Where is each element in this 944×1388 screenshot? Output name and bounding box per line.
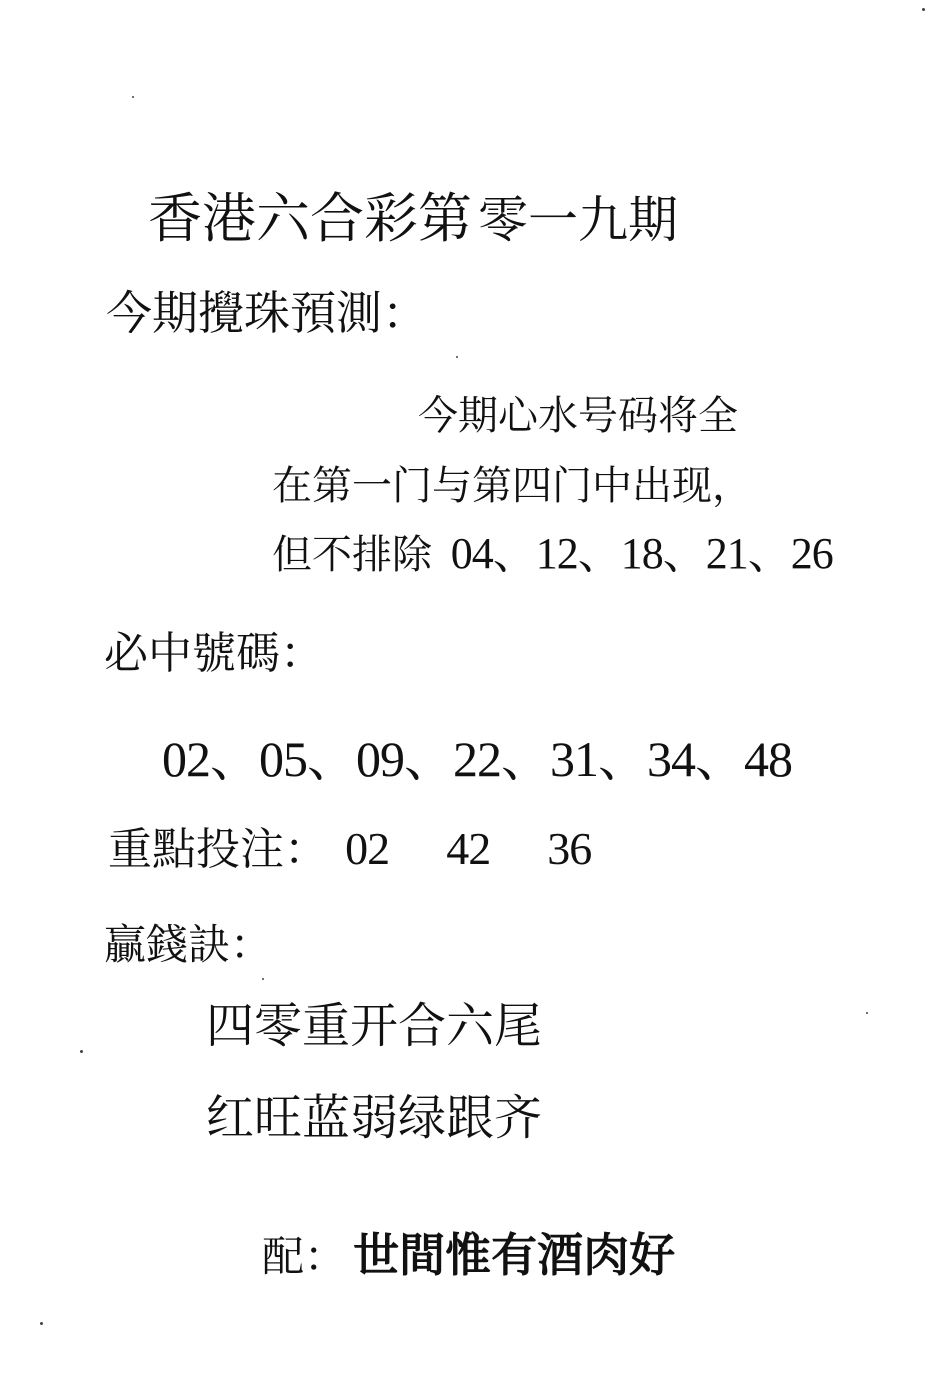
pairing-label: 配： xyxy=(262,1232,347,1281)
key-bet-row xyxy=(108,823,592,875)
title-text: 香港六合彩第 xyxy=(148,187,472,250)
must-hit-numbers: 02、05、09、22、31、34、48 xyxy=(162,731,792,787)
title-period: 零一九期 xyxy=(478,191,678,249)
scan-speck xyxy=(132,96,134,98)
winning-tip-line-1: 四零重开合六尾 xyxy=(206,998,543,1054)
must-hit-heading: 必中號碼： xyxy=(104,628,324,679)
scan-speck xyxy=(922,8,925,11)
forecast-line-2: 在第一门与第四门中出现， xyxy=(272,463,752,509)
winning-tip-heading: 贏錢訣： xyxy=(104,920,273,969)
pairing-text: 世間惟有酒肉好 xyxy=(353,1228,676,1282)
scan-speck xyxy=(456,356,458,358)
forecast-excluded-numbers: 04、12、18、21、26 xyxy=(450,529,833,578)
key-bet-number-3: 36 xyxy=(547,823,592,874)
scan-speck xyxy=(80,1050,83,1053)
page-title xyxy=(148,187,678,250)
winning-tip-line-2: 红旺蓝弱绿跟齐 xyxy=(206,1090,543,1146)
scan-speck xyxy=(262,978,264,980)
key-bet-number-1: 02 xyxy=(345,823,390,874)
key-bet-number-2: 42 xyxy=(446,823,491,874)
key-bet-label: 重點投注： xyxy=(108,824,328,875)
forecast-line-3-prefix: 但不排除 xyxy=(272,532,432,578)
forecast-heading: 今期攪珠預測： xyxy=(106,286,428,340)
forecast-line-1: 今期心水号码将全 xyxy=(418,393,738,439)
forecast-line-3 xyxy=(272,529,833,578)
pairing-row xyxy=(262,1228,676,1282)
scan-speck xyxy=(40,1322,43,1325)
scan-speck xyxy=(866,1012,868,1014)
